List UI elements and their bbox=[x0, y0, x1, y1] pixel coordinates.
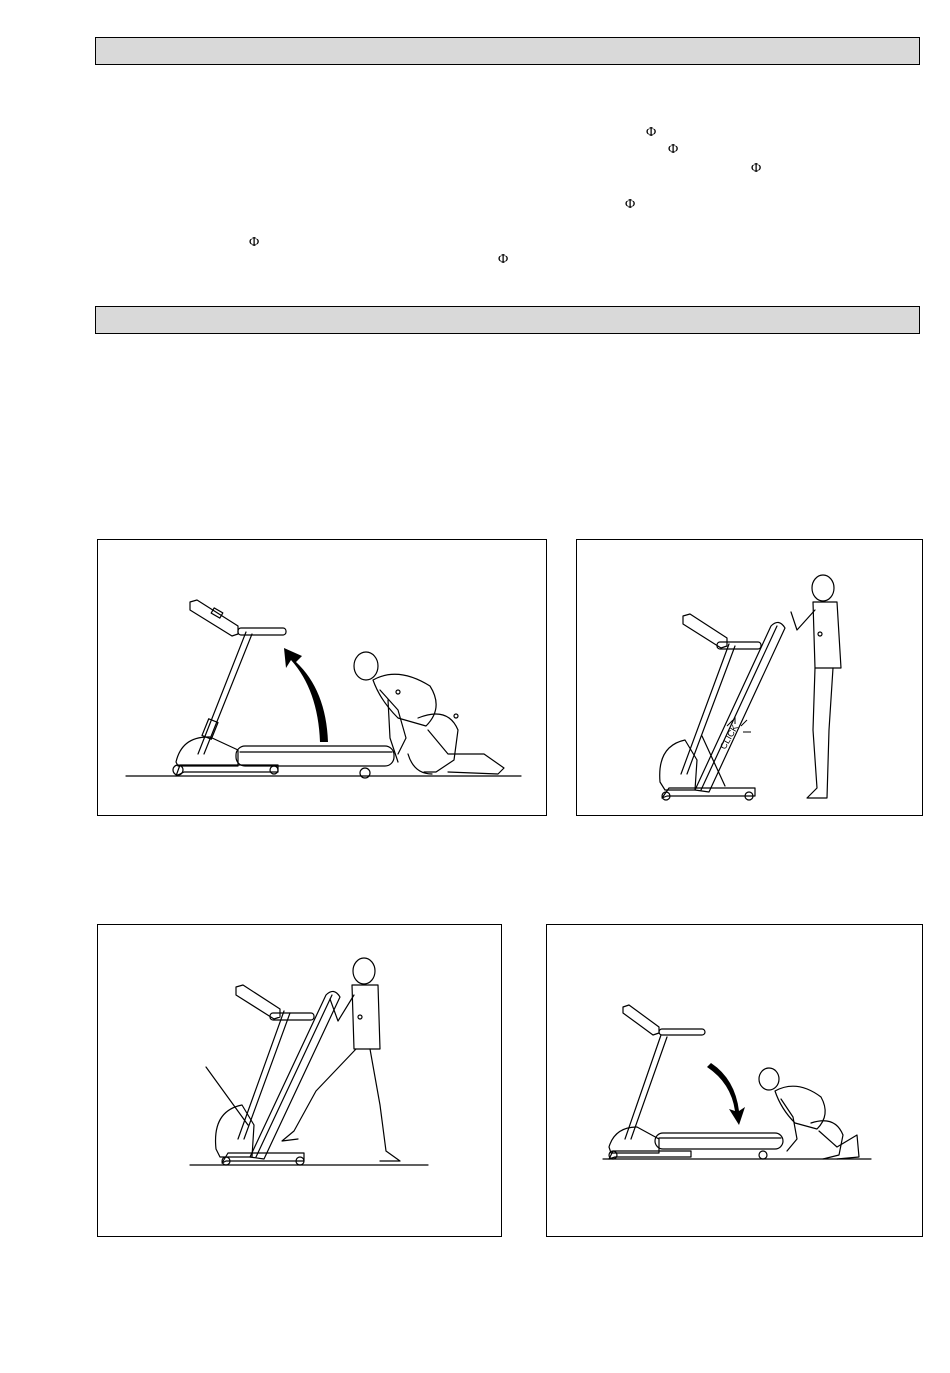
lock-callout-line bbox=[206, 1067, 248, 1125]
section-header-bar-1 bbox=[95, 37, 920, 65]
phi-symbol: Φ bbox=[625, 197, 636, 212]
phi-symbol: Φ bbox=[498, 252, 509, 267]
console bbox=[623, 1005, 659, 1035]
treadmill-illustration bbox=[98, 540, 548, 817]
treadmill-illustration bbox=[98, 925, 503, 1238]
kneeling-person bbox=[354, 652, 504, 774]
treadmill-deck bbox=[236, 746, 394, 766]
handle-bar bbox=[659, 1029, 705, 1035]
section-header-bar-2 bbox=[95, 306, 920, 334]
treadmill-base bbox=[609, 1151, 691, 1159]
phi-symbol: Φ bbox=[668, 142, 679, 157]
console bbox=[236, 985, 280, 1019]
treadmill-illustration bbox=[547, 925, 924, 1238]
console bbox=[683, 614, 727, 648]
figure-deck-locked bbox=[576, 539, 923, 816]
phi-symbol: Φ bbox=[249, 235, 260, 250]
treadmill-base bbox=[222, 1153, 304, 1163]
motor-hood bbox=[176, 737, 238, 766]
console bbox=[190, 600, 238, 636]
lift-arrow bbox=[284, 648, 328, 742]
figure-release-lock bbox=[97, 924, 502, 1237]
handle-bar bbox=[717, 642, 761, 649]
figure-lower-deck bbox=[546, 924, 923, 1237]
phi-symbol: Φ bbox=[646, 125, 657, 140]
figure-lift-deck bbox=[97, 539, 547, 816]
treadmill-deck bbox=[655, 1133, 783, 1149]
lower-arrow bbox=[707, 1063, 745, 1125]
phi-symbol: Φ bbox=[751, 161, 762, 176]
motor-hood bbox=[216, 1105, 254, 1157]
treadmill-upright bbox=[198, 632, 246, 754]
striding-person bbox=[282, 958, 400, 1161]
click-callout: CLICK bbox=[718, 723, 740, 751]
treadmill-upright bbox=[625, 1035, 661, 1139]
handle-bar bbox=[270, 1013, 314, 1020]
standing-person bbox=[791, 575, 841, 798]
treadmill-illustration bbox=[577, 540, 924, 817]
wheel bbox=[759, 1151, 767, 1159]
kneeling-person bbox=[759, 1068, 859, 1159]
treadmill-base bbox=[176, 765, 278, 776]
treadmill-upright bbox=[681, 644, 729, 774]
